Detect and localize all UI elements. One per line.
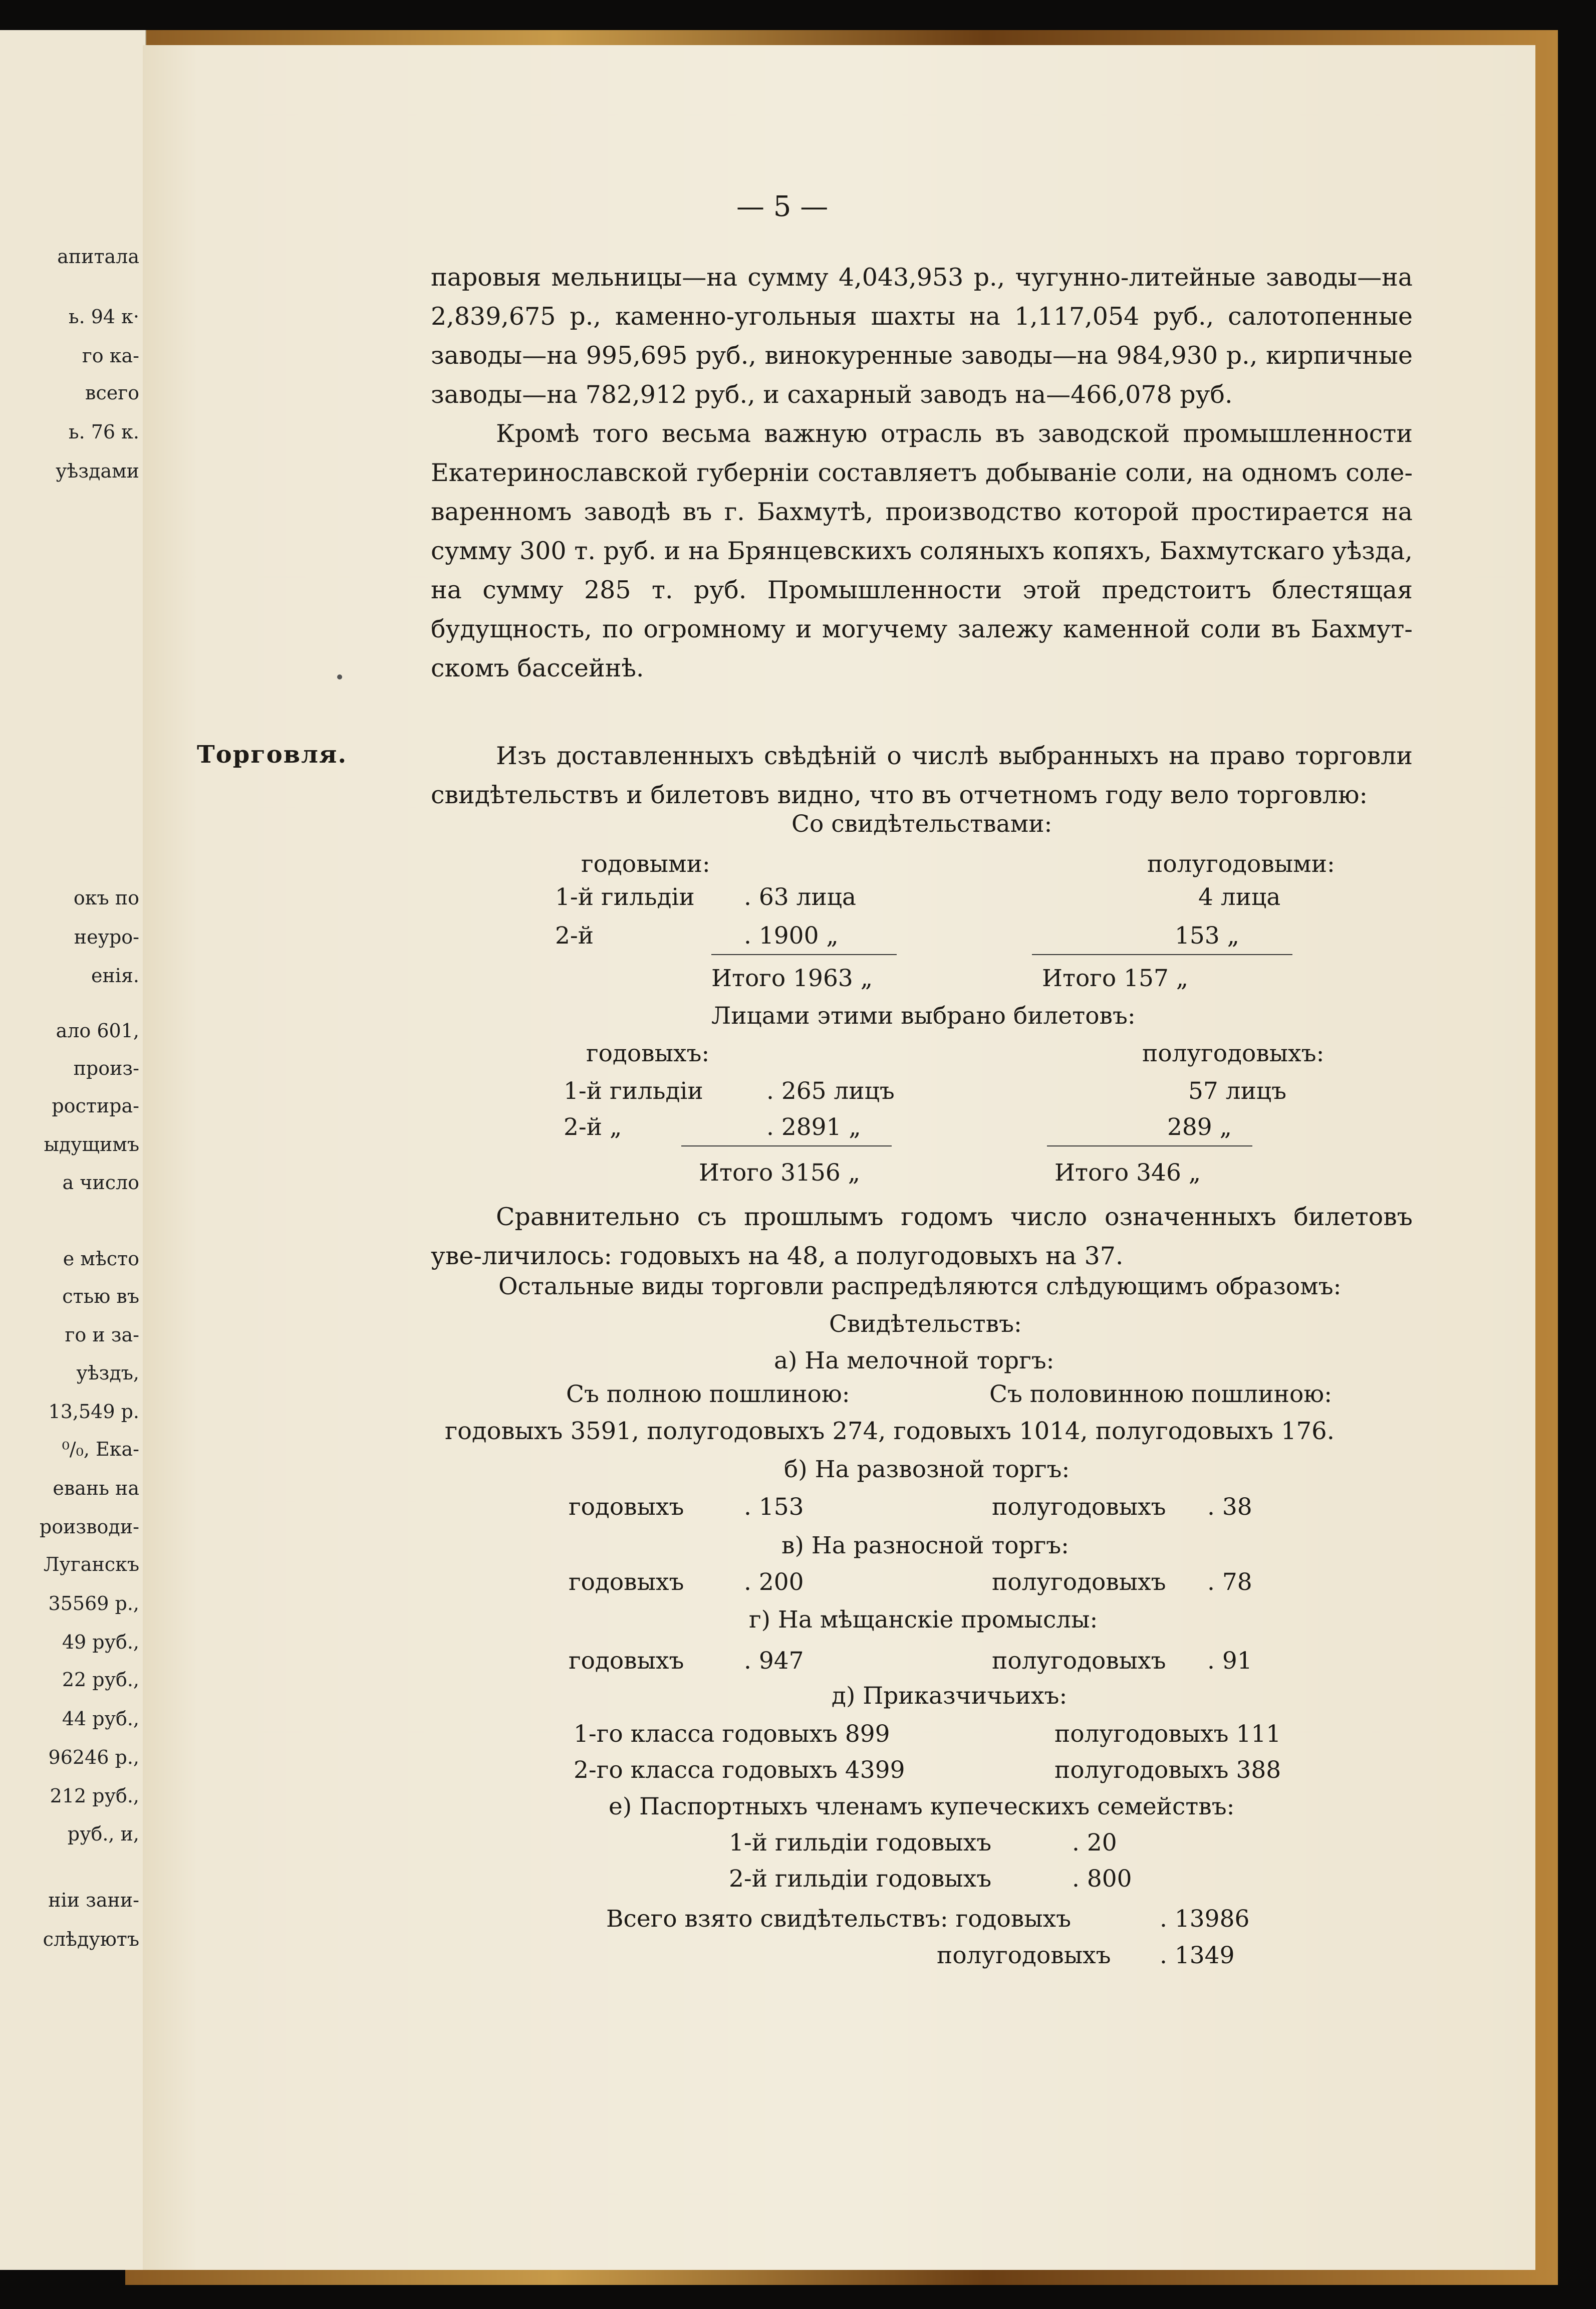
b-god: годовыхъ: [569, 1493, 684, 1521]
label-polugodovymi: полугодовыми:: [1147, 850, 1335, 878]
section-e: д) Приказчичьихъ:: [832, 1682, 1068, 1710]
left-page-line: го и за-: [65, 1324, 139, 1346]
b-god-value: . 153: [744, 1493, 804, 1521]
left-page-line: ало 601,: [56, 1020, 139, 1042]
itogo-1b: Итого 157 „: [1042, 965, 1189, 992]
section-b: б) На развозной торгъ:: [784, 1456, 1070, 1483]
left-page-line: 35569 р.,: [48, 1592, 139, 1614]
c-god: годовыхъ: [569, 1568, 684, 1596]
row-g1-half: 4 лица: [1198, 883, 1281, 911]
paragraph-1: паровыя мельницы—на сумму 4,043,953 р., чугунно-литейные заводы—на 2,839,675 р., каменно-угольныя шахты на 1,117,054 руб., салотопенные заводы—на 995,695 руб., винокуренные заводы—на 984,930 р., кирпичные заводы—на 782,912 руб., и сахарный заводъ на—466,078 руб.: [431, 263, 1413, 409]
left-page: [0, 30, 146, 2270]
f1-value: . 20: [1072, 1829, 1117, 1857]
label-godovykh: годовыхъ:: [586, 1040, 710, 1067]
rule-1b: [1032, 954, 1292, 955]
f1-label: 1-й гильдіи годовыхъ: [729, 1829, 992, 1857]
d-pol: полугодовыхъ: [992, 1647, 1166, 1675]
b-pol: полугодовыхъ: [992, 1493, 1166, 1521]
row-b2-half: 289 „: [1167, 1113, 1232, 1141]
left-page-line: е мѣсто: [63, 1248, 139, 1270]
rule-2a: [681, 1145, 892, 1146]
left-page-line: нiи зани-: [48, 1889, 139, 1911]
e2-god: 2-го класса годовыхъ 4399: [574, 1756, 905, 1784]
left-page-line: 44 руб.,: [62, 1708, 139, 1730]
left-page-line: Луганскъ: [43, 1553, 139, 1575]
a-full-duty: Съ полною пошлиною:: [566, 1380, 850, 1408]
left-page-line: апитала: [57, 246, 139, 268]
page-number: — 5 —: [736, 190, 829, 223]
section-a: а) На мелочной торгъ:: [774, 1347, 1054, 1374]
paragraph-2: Кромѣ того весьма важную отрасль въ заводской промышленности Екатеринославской губерніи составляетъ добываніе соли, на одномъ соле-варенномъ заводѣ въ г. Бахмутѣ, производство которой простирается на сумму 300 т. руб. и на Брянцевскихъ соляныхъ копяхъ, Бахмутскаго уѣзда, на сумму 285 т. руб. Промышленности этой предстоитъ блестящая будущность, по огромному и могучему залежу каменной соли въ Бахмут-скомъ бассейнѣ.: [431, 419, 1413, 682]
row-b1-value: . 265 лицъ: [766, 1077, 895, 1105]
left-page-line: уѣздъ,: [76, 1362, 139, 1384]
paragraph-4: Сравнительно съ прошлымъ годомъ число означенныхъ билетовъ уве-личилось: годовыхъ на 48, а полугодовыхъ на 37.: [431, 1203, 1413, 1270]
itogo-2b: Итого 346 „: [1054, 1159, 1201, 1187]
left-page-line: уѣздами: [56, 460, 139, 482]
d-god: годовыхъ: [569, 1647, 684, 1675]
rule-2b: [1047, 1145, 1252, 1146]
paragraph-5: Остальные виды торговли распредѣляются слѣдующимъ образомъ:: [498, 1273, 1342, 1300]
left-page-line: а число: [62, 1172, 139, 1194]
left-page-line: роизводи-: [39, 1516, 139, 1538]
a-half-duty: Съ половинною пошлиною:: [989, 1380, 1333, 1408]
c-pol-value: . 78: [1207, 1568, 1252, 1596]
left-page-line: 212 руб.,: [50, 1785, 139, 1807]
row-b2-value: . 2891 „: [766, 1113, 861, 1141]
c-god-value: . 200: [744, 1568, 804, 1596]
row-g1-value: . 63 лица: [744, 883, 857, 911]
row-b2-label: 2-й „: [564, 1113, 622, 1141]
left-page-line: произ-: [73, 1057, 139, 1079]
label-svid: Свидѣтельствъ:: [829, 1310, 1022, 1338]
label-so-svid: Со свидѣтельствами:: [791, 810, 1052, 838]
left-page-line: ь. 76 к.: [68, 421, 139, 443]
row-g2-half: 153 „: [1175, 922, 1239, 950]
side-heading-trade: Торговля.: [197, 741, 348, 769]
left-page-line: ⁰/₀, Ека-: [62, 1438, 139, 1460]
left-page-line: 49 руб.,: [62, 1631, 139, 1653]
left-page-line: стью въ: [62, 1285, 139, 1307]
left-page-line: 22 руб.,: [62, 1669, 139, 1691]
left-page-line: евань на: [53, 1477, 139, 1499]
b-pol-value: . 38: [1207, 1493, 1252, 1521]
f2-label: 2-й гильдіи годовыхъ: [729, 1865, 992, 1893]
e1-pol: полугодовыхъ 111: [1054, 1720, 1281, 1748]
section-c: в) На разносной торгъ:: [781, 1532, 1070, 1559]
left-page-line: окъ по: [73, 887, 139, 909]
left-page-line: го ка-: [82, 345, 139, 367]
label-litsami: Лицами этими выбрано билетовъ:: [711, 1002, 1136, 1030]
itogo-2a: Итого 3156 „: [699, 1159, 861, 1187]
row-b1-half: 57 лицъ: [1188, 1077, 1287, 1105]
d-god-value: . 947: [744, 1647, 804, 1675]
e1-god: 1-го класса годовыхъ 899: [574, 1720, 890, 1748]
ink-spot: [337, 674, 342, 679]
row-g1-label: 1-й гильдіи: [555, 883, 695, 911]
left-page-line: всего: [85, 382, 139, 404]
paragraph-3: Изъ доставленныхъ свѣдѣній о числѣ выбранныхъ на право торговли свидѣтельствъ и билетовъ видно, что въ отчетномъ году вело торговлю:: [431, 742, 1413, 809]
left-page-line: енія.: [91, 965, 139, 987]
label-polugodovykh: полугодовыхъ:: [1142, 1040, 1324, 1067]
rule-1a: [711, 954, 897, 955]
a-line: годовыхъ 3591, полугодовыхъ 274, годовыхъ 1014, полугодовыхъ 176.: [445, 1417, 1335, 1445]
row-g2-value: . 1900 „: [744, 922, 839, 950]
row-b1-label: 1-й гильдіи: [564, 1077, 703, 1105]
c-pol: полугодовыхъ: [992, 1568, 1166, 1596]
e2-pol: полугодовыхъ 388: [1054, 1756, 1281, 1784]
label-godovymi: годовыми:: [581, 850, 710, 878]
left-page-line: ыдущимъ: [44, 1133, 139, 1156]
left-page-line: 96246 р.,: [48, 1746, 139, 1768]
left-page-line: 13,549 р.: [48, 1401, 139, 1423]
total-pol-label: полугодовыхъ: [937, 1942, 1111, 1969]
itogo-1a: Итого 1963 „: [711, 965, 873, 992]
d-pol-value: . 91: [1207, 1647, 1252, 1675]
total-god-value: . 13986: [1160, 1905, 1250, 1933]
left-page-line: ростира-: [52, 1095, 139, 1117]
left-page-line: руб., и,: [67, 1823, 139, 1845]
left-page-line: ь. 94 к·: [68, 306, 139, 328]
left-page-line: слѣдуютъ: [43, 1928, 139, 1950]
total-pol-value: . 1349: [1160, 1942, 1235, 1969]
f2-value: . 800: [1072, 1865, 1132, 1893]
row-g2-label: 2-й: [555, 922, 594, 950]
left-page-line: неуро-: [74, 926, 139, 948]
total-god-label: Всего взято свидѣтельствъ: годовыхъ: [606, 1905, 1072, 1933]
section-d: г) На мѣщанскіе промыслы:: [749, 1606, 1098, 1634]
section-f: е) Паспортныхъ членамъ купеческихъ семействъ:: [609, 1793, 1235, 1820]
